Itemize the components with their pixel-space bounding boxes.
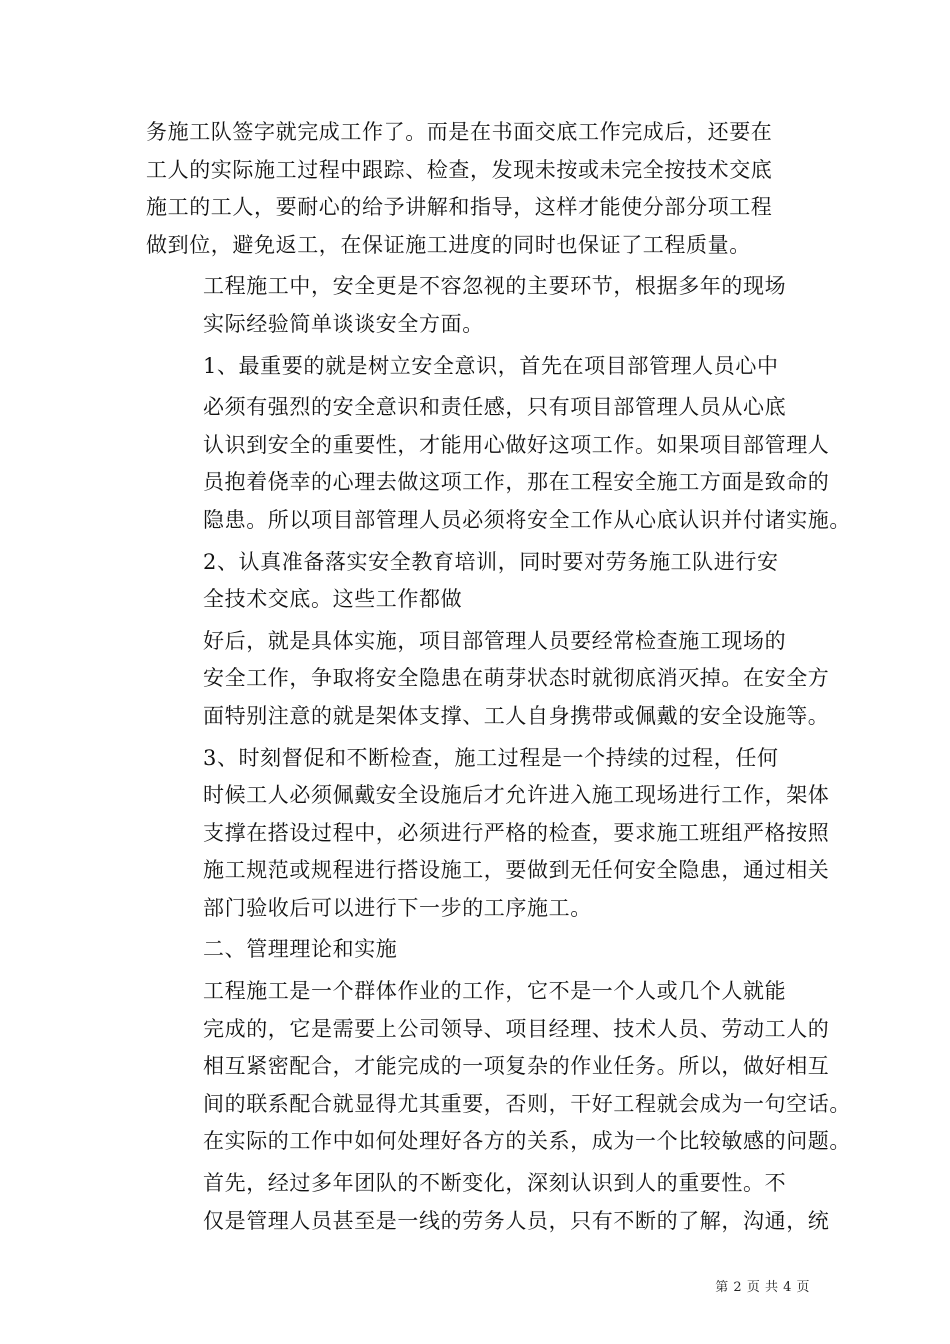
text-line: 实际经验简单谈谈安全方面。 (203, 311, 484, 336)
text-line: 仅是管理人员甚至是一线的劳务人员，只有不断的了解，沟通，统 (203, 1208, 830, 1233)
text-line: 工人的实际施工过程中跟踪、检查，发现未按或未完全按技术交底 (146, 157, 773, 182)
paragraph-p4 (146, 389, 851, 539)
text-line: 全技术交底。这些工作都做 (203, 587, 463, 612)
text-line: 做到位，避免返工，在保证施工进度的同时也保证了工程质量。 (146, 232, 751, 257)
text-line: 务施工队签字就完成工作了。而是在书面交底工作完成后，还要在 (146, 120, 773, 144)
text-line: 工程施工是一个群体作业的工作，它不是一个人或几个人就能 (203, 979, 787, 1004)
text-line: 1、最重要的就是树立安全意识，首先在项目部管理人员心中 (203, 353, 779, 378)
paragraph-p6 (146, 623, 830, 736)
text-line: 首先，经过多年团队的不断变化，深刻认识到人的重要性。不 (203, 1171, 787, 1196)
text-line: 施工规范或规程进行搭设施工，要做到无任何安全隐患，通过相关 (203, 858, 830, 883)
text-line: 2、认真准备落实安全教育培训，同时要对劳务施工队进行安 (203, 549, 779, 574)
text-line: 时候工人必须佩戴安全设施后才允许进入施工现场进行工作，架体 (203, 783, 830, 808)
text-line: 二、管理理论和实施 (203, 937, 398, 962)
text-line: 施工的工人，要耐心的给予讲解和指导，这样才能使分部分项工程 (146, 195, 773, 220)
paragraph-p7 (146, 740, 830, 928)
text-line: 必须有强烈的安全意识和责任感，只有项目部管理人员从心底 (203, 395, 787, 420)
paragraph-p2 (146, 268, 810, 343)
text-line: 相互紧密配合，才能完成的一项复杂的作业任务。所以，做好相互 (203, 1054, 830, 1079)
paragraph-p3 (146, 348, 810, 386)
text-line: 完成的，它是需要上公司领导、项目经理、技术人员、劳动工人的 (203, 1016, 830, 1041)
paragraph-p8 (146, 931, 810, 969)
text-line: 隐患。所以项目部管理人员必须将安全工作从心底认识并付诸实施。 (203, 507, 851, 532)
text-line: 3、时刻督促和不断检查，施工过程是一个持续的过程，任何 (203, 745, 779, 770)
text-line: 好后，就是具体实施，项目部管理人员要经常检查施工现场的 (203, 628, 787, 653)
text-line: 间的联系配合就显得尤其重要，否则，干好工程就会成为一句空话。 (203, 1091, 851, 1116)
paragraph-p9 (146, 973, 851, 1161)
page-number: 第 2 页 共 4 页 (715, 1280, 810, 1295)
text-line: 安全工作，争取将安全隐患在萌芽状态时就彻底消灭掉。在安全方 (203, 666, 830, 691)
text-line: 在实际的工作中如何处理好各方的关系，成为一个比较敏感的问题。 (203, 1129, 851, 1154)
text-line: 认识到安全的重要性，才能用心做好这项工作。如果项目部管理人 (203, 432, 830, 457)
document-body (146, 114, 851, 1240)
text-line: 工程施工中，安全更是不容忽视的主要环节，根据多年的现场 (203, 274, 787, 299)
text-line: 支撑在搭设过程中，必须进行严格的检查，要求施工班组严格按照 (203, 820, 830, 845)
paragraph-p10 (146, 1165, 830, 1240)
paragraph-p5 (146, 544, 810, 619)
text-line: 面特别注意的就是架体支撑、工人自身携带或佩戴的安全设施等。 (203, 703, 830, 728)
text-line: 员抱着侥幸的心理去做这项工作，那在工程安全施工方面是致命的 (203, 470, 830, 495)
text-line: 部门验收后可以进行下一步的工序施工。 (203, 895, 592, 920)
paragraph-p1 (146, 114, 810, 264)
